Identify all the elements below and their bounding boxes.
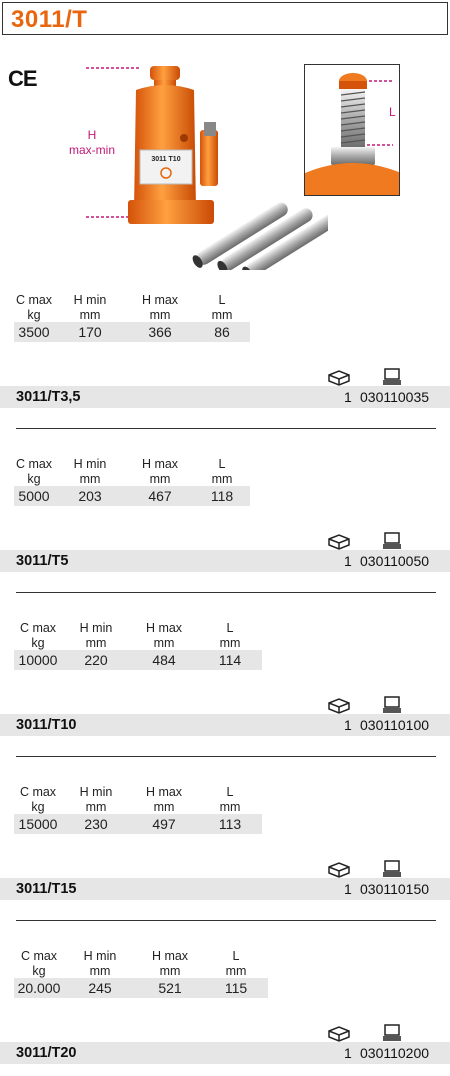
value-hmax: 497 (130, 814, 198, 834)
computer-icon (382, 532, 402, 550)
item-code-bar (0, 878, 450, 900)
package-icon (328, 534, 350, 550)
package-icon (328, 698, 350, 714)
unit-l: mm (211, 308, 233, 322)
value-hmin: 203 (54, 486, 126, 506)
spec-table (14, 948, 268, 998)
l-label: L (389, 105, 396, 119)
item-code: 3011/T20 (16, 1045, 77, 1061)
unit-cmax: kg (27, 308, 41, 322)
col-hmin: H min (73, 293, 107, 307)
bottle-jack-illustration (58, 60, 328, 270)
computer-icon (382, 860, 402, 878)
value-cmax: 20.000 (14, 978, 64, 998)
item-quantity: 1 (344, 717, 352, 733)
value-l: 113 (198, 814, 262, 834)
unit-hmax: mm (149, 308, 171, 322)
col-hmin: H min (79, 785, 113, 799)
col-l: L (218, 457, 226, 471)
item-code: 3011/T10 (16, 717, 77, 733)
unit-l: mm (211, 472, 233, 486)
package-icon (328, 1026, 350, 1042)
value-l: 118 (194, 486, 250, 506)
unit-hmax: mm (149, 472, 171, 486)
unit-hmin: mm (89, 964, 111, 978)
section-divider (16, 920, 436, 921)
value-hmax: 484 (130, 650, 198, 670)
unit-cmax: kg (31, 800, 45, 814)
unit-cmax: kg (32, 964, 46, 978)
h-sublabel: max-min (68, 143, 115, 157)
value-cmax: 3500 (14, 322, 54, 342)
unit-cmax: kg (31, 636, 45, 650)
col-hmin: H min (83, 949, 117, 963)
spec-table (14, 620, 262, 670)
col-l: L (226, 621, 234, 635)
col-l: L (218, 293, 226, 307)
section-divider (16, 428, 436, 429)
item-quantity: 1 (344, 553, 352, 569)
unit-hmax: mm (159, 964, 181, 978)
value-hmax: 521 (136, 978, 204, 998)
col-cmax: C max (19, 621, 57, 635)
spec-table (14, 784, 262, 834)
unit-hmin: mm (85, 800, 107, 814)
col-cmax: C max (19, 785, 57, 799)
item-code-bar (0, 1042, 450, 1064)
col-cmax: C max (15, 293, 53, 307)
col-hmax: H max (145, 621, 183, 635)
unit-l: mm (219, 800, 241, 814)
value-hmax: 467 (126, 486, 194, 506)
unit-hmin: mm (79, 308, 101, 322)
unit-cmax: kg (27, 472, 41, 486)
product-title: 3011/T (11, 6, 88, 33)
value-cmax: 10000 (14, 650, 62, 670)
col-hmax: H max (145, 785, 183, 799)
unit-hmin: mm (85, 636, 107, 650)
col-cmax: C max (15, 457, 53, 471)
unit-l: mm (219, 636, 241, 650)
col-l: L (226, 785, 234, 799)
col-cmax: C max (20, 949, 58, 963)
unit-hmax: mm (153, 800, 175, 814)
item-article-number: 030110150 (360, 881, 430, 897)
height-dimension-label (62, 128, 122, 158)
value-l: 114 (198, 650, 262, 670)
value-cmax: 5000 (14, 486, 54, 506)
unit-hmin: mm (79, 472, 101, 486)
item-article-number: 030110050 (360, 553, 430, 569)
col-hmax: H max (141, 457, 179, 471)
h-label: H (87, 128, 97, 142)
item-code: 3011/T3,5 (16, 389, 81, 405)
screw-detail-inset (304, 64, 400, 196)
value-cmax: 15000 (14, 814, 62, 834)
spec-table (14, 456, 250, 506)
item-quantity: 1 (344, 389, 352, 405)
col-hmin: H min (79, 621, 113, 635)
value-l: 86 (194, 322, 250, 342)
computer-icon (382, 696, 402, 714)
value-l: 115 (204, 978, 268, 998)
package-icon (328, 370, 350, 386)
section-divider (16, 592, 436, 593)
product-header (2, 2, 448, 35)
item-code: 3011/T5 (16, 553, 69, 569)
computer-icon (382, 1024, 402, 1042)
jack-label: 3011 T10 (151, 156, 181, 163)
item-code-bar (0, 714, 450, 736)
item-article-number: 030110100 (360, 717, 430, 733)
package-icon (328, 862, 350, 878)
unit-hmax: mm (153, 636, 175, 650)
col-hmin: H min (73, 457, 107, 471)
item-code: 3011/T15 (16, 881, 77, 897)
value-hmin: 170 (54, 322, 126, 342)
col-hmax: H max (151, 949, 189, 963)
item-quantity: 1 (344, 1045, 352, 1061)
value-hmax: 366 (126, 322, 194, 342)
col-hmax: H max (141, 293, 179, 307)
unit-l: mm (225, 964, 247, 978)
col-l: L (232, 949, 240, 963)
item-article-number: 030110035 (360, 389, 430, 405)
item-article-number: 030110200 (360, 1045, 430, 1061)
value-hmin: 220 (62, 650, 130, 670)
item-code-bar (0, 386, 450, 408)
item-code-bar (0, 550, 450, 572)
spec-table (14, 292, 250, 342)
item-quantity: 1 (344, 881, 352, 897)
value-hmin: 245 (64, 978, 136, 998)
computer-icon (382, 368, 402, 386)
value-hmin: 230 (62, 814, 130, 834)
ce-mark: CE (8, 66, 37, 91)
screw-detail-illustration (305, 65, 400, 196)
section-divider (16, 756, 436, 757)
